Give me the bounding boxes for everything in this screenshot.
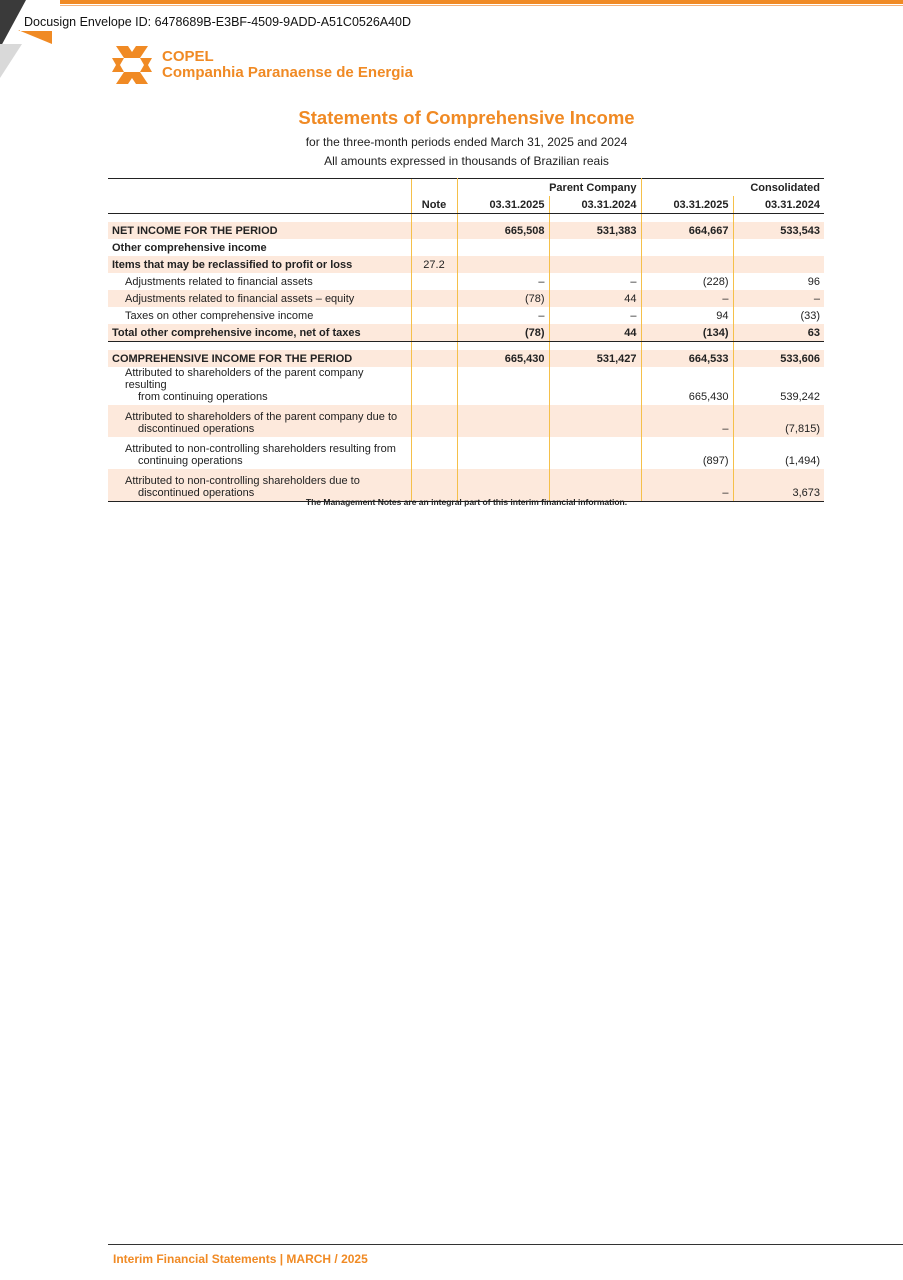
- table-row: [108, 239, 824, 256]
- table-row: Attributed to shareholders of the parent company due to discontinued operations – (7,815): [108, 405, 824, 437]
- row-label: COMPREHENSIVE INCOME FOR THE PERIOD: [108, 350, 411, 367]
- header-row-dates: [108, 196, 824, 214]
- row-label: Attributed to shareholders of the parent company resulting from continuing operations: [125, 367, 364, 403]
- table-row: Taxes on other comprehensive income – – 94 (33): [108, 307, 824, 324]
- table-row: [108, 256, 824, 273]
- row-label: Adjustments related to financial assets – equity: [108, 290, 411, 307]
- table-row: Total other comprehensive income, net of taxes (78) 44 (134) 63: [108, 324, 824, 342]
- row-label: Attributed to shareholders of the parent company due to discontinued operations: [108, 405, 411, 437]
- footnote: The Management Notes are an integral part of this interim financial information.: [305, 497, 628, 507]
- page-subtitle: for the three-month periods ended March 31, 2025 and 2024: [305, 135, 628, 149]
- table-row: Adjustments related to financial assets – – (228) 96: [108, 273, 824, 290]
- table-row: Attributed to shareholders of the parent company resulting from continuing operations 665,430 539,242: [108, 367, 824, 405]
- table-row: COMPREHENSIVE INCOME FOR THE PERIOD 665,430 531,427 664,533 533,606: [108, 350, 824, 367]
- table-row: Attributed to non-controlling shareholders resulting from continuing operations (897) (1,494): [108, 437, 824, 469]
- date-header: 03.31.2024: [549, 196, 641, 214]
- row-label: Total other comprehensive income, net of taxes: [108, 324, 411, 342]
- table-row: NET INCOME FOR THE PERIOD 665,508 531,383 664,667 533,543: [108, 222, 824, 239]
- envelope-id: Docusign Envelope ID: 6478689B-E3BF-4509-9ADD-A51C0526A40D: [20, 13, 415, 31]
- logo-name: COPEL: [162, 48, 214, 65]
- page-subtitle-units: All amounts expressed in thousands of Brazilian reais: [324, 154, 609, 168]
- note-ref: 27.2: [411, 256, 457, 273]
- date-header: 03.31.2024: [733, 196, 824, 214]
- comprehensive-income-table: [108, 178, 824, 502]
- page-footer: Interim Financial Statements | MARCH / 2025: [113, 1252, 368, 1266]
- corner-decoration-gray: [0, 44, 22, 78]
- table-row: Adjustments related to financial assets – equity (78) 44 – –: [108, 290, 824, 307]
- logo-full-name: Companhia Paranaense de Energia: [162, 64, 413, 81]
- consolidated-header: Consolidated: [641, 179, 824, 197]
- date-header: 03.31.2025: [457, 196, 549, 214]
- row-label: NET INCOME FOR THE PERIOD: [108, 222, 411, 239]
- top-rule: [60, 0, 903, 4]
- header-row-groups: [108, 179, 824, 197]
- row-label: Attributed to non-controlling shareholders due to discontinued operations: [108, 469, 411, 502]
- page-title: Statements of Comprehensive Income: [298, 107, 635, 128]
- date-header: 03.31.2025: [641, 196, 733, 214]
- row-label: Items that may be reclassified to profit or loss: [108, 256, 411, 273]
- top-rule-thin: [60, 5, 903, 6]
- row-label: Attributed to non-controlling shareholders resulting from continuing operations: [125, 443, 396, 467]
- row-label: Other comprehensive income: [112, 241, 267, 254]
- note-header: Note: [411, 196, 457, 214]
- parent-company-header: Parent Company: [457, 179, 641, 197]
- footer-rule: [108, 1244, 903, 1245]
- row-label: Taxes on other comprehensive income: [125, 309, 314, 322]
- table-row: Attributed to non-controlling shareholders due to discontinued operations – 3,673: [108, 469, 824, 502]
- copel-logo: [110, 44, 413, 86]
- row-label: Adjustments related to financial assets: [125, 275, 313, 288]
- corner-decoration-orange: [18, 30, 52, 44]
- copel-logo-icon: [110, 44, 154, 86]
